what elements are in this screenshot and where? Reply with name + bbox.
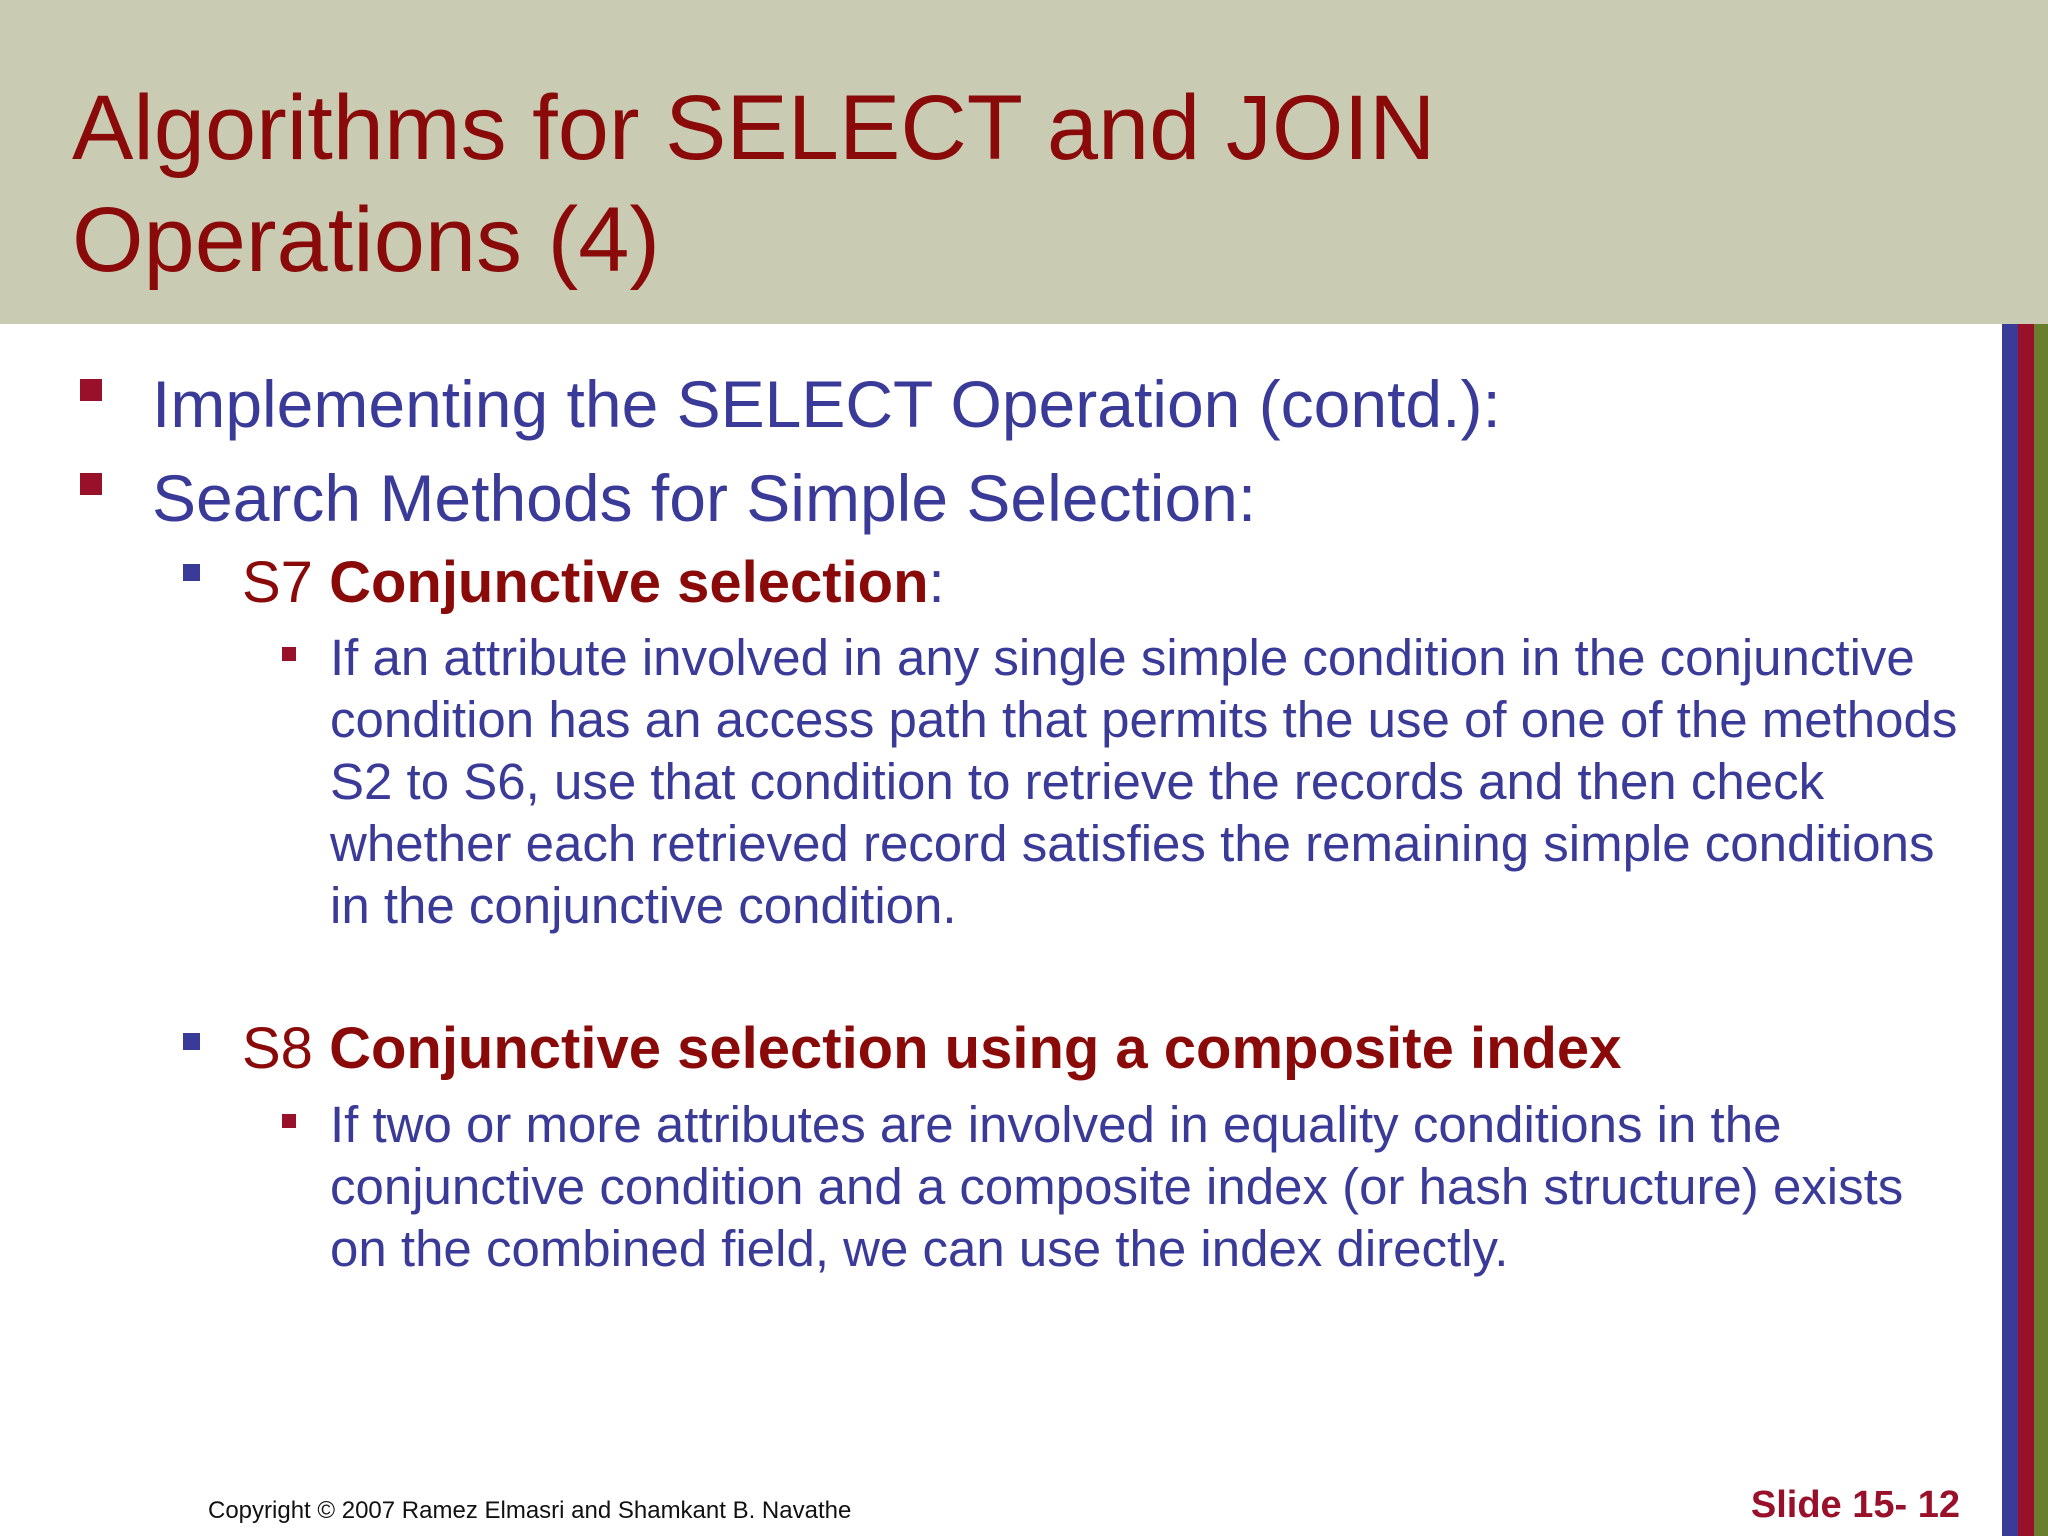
title-line-2: Operations (4) xyxy=(72,189,661,291)
square-bullet-icon xyxy=(183,564,200,581)
s8-prefix: S8 xyxy=(242,1016,313,1081)
slide-header xyxy=(0,0,2048,324)
decorative-side-bars xyxy=(2002,324,2048,1536)
square-bullet-icon xyxy=(282,647,296,661)
subbullet-s7 xyxy=(242,548,945,618)
s7-heading: Conjunctive selection xyxy=(329,550,929,615)
s8-detail: If two or more attributes are involved in equality conditions in the conjunctive condition and a composite index (or hash structure) exists on the combined field, we can use the index directly. xyxy=(330,1096,1904,1277)
s7-prefix: S7 xyxy=(242,550,313,615)
side-bar-blue xyxy=(2002,324,2018,1536)
s8-heading: Conjunctive selection using a composite index xyxy=(329,1016,1622,1081)
square-bullet-icon xyxy=(282,1114,296,1128)
side-bar-green xyxy=(2034,324,2048,1536)
side-bar-red xyxy=(2018,324,2034,1536)
s7-colon: : xyxy=(928,550,945,615)
subbullet-s8 xyxy=(242,1014,1621,1084)
title-line-1: Algorithms for SELECT and JOIN xyxy=(72,77,1436,179)
bullet-implementing-select: Implementing the SELECT Operation (contd.): xyxy=(152,367,1501,441)
copyright-notice: Copyright © 2007 Ramez Elmasri and Shamkant B. Navathe xyxy=(208,1497,852,1524)
square-bullet-icon xyxy=(80,379,102,401)
slide-number: Slide 15- 12 xyxy=(1750,1484,1960,1526)
square-bullet-icon xyxy=(183,1033,200,1050)
s7-detail: If an attribute involved in any single simple condition in the conjunctive condition has an access path that permits the use of one of the methods S2 to S6, use that condition to retrieve the records and then check whether each retrieved record satisfies the remaining simple conditions in the conjunctive condition. xyxy=(330,629,1958,934)
square-bullet-icon xyxy=(80,473,102,495)
bullet-search-methods: Search Methods for Simple Selection: xyxy=(152,461,1257,535)
slide-title xyxy=(72,72,1435,296)
